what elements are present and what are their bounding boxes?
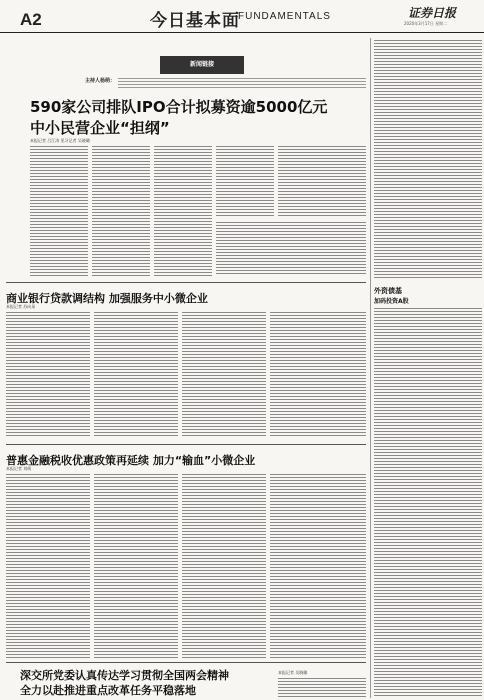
finance-body-col-2 xyxy=(94,474,178,660)
szse-headline-line2: 全力以赴推进重点改革任务平稳落地 xyxy=(20,684,196,697)
bank-body-col-1 xyxy=(6,312,90,438)
finance-byline: 本报记者 刘萌 xyxy=(6,466,32,471)
bank-headline: 商业银行贷款调结构 加强服务中小微企业 xyxy=(6,292,208,305)
side-article-title: 外资债基 xyxy=(374,287,402,295)
section-title-en: FUNDAMENTALS xyxy=(238,11,331,22)
side-article-body xyxy=(374,308,482,696)
bank-body-col-4 xyxy=(270,312,366,438)
host-label: 主持人杨萌： xyxy=(85,78,116,84)
lead-body-bottom xyxy=(216,222,366,276)
bank-byline: 本报记者 苏向杲 xyxy=(6,304,36,309)
section-rule xyxy=(6,282,366,283)
szse-body xyxy=(278,678,366,698)
bank-body-col-3 xyxy=(182,312,266,438)
page-number: A2 xyxy=(20,10,42,29)
lead-body-col-3 xyxy=(154,146,212,276)
section-rule xyxy=(6,444,366,445)
right-column-text xyxy=(374,40,482,280)
newspaper-logo: 证券日报 xyxy=(408,6,457,20)
host-intro xyxy=(85,77,115,84)
section-title: 今日基本面 xyxy=(150,11,240,31)
bank-body-col-2 xyxy=(94,312,178,438)
szse-byline: 本报记者 吴晓璐 xyxy=(278,670,308,675)
lead-headline-line1: 590家公司排队IPO合计拟募资逾5000亿元 xyxy=(30,98,328,116)
szse-headline-line1: 深交所党委认真传达学习贯彻全国两会精神 xyxy=(20,669,229,682)
finance-body-col-3 xyxy=(182,474,266,660)
dateline: 2020年3月17日 星期二 xyxy=(404,21,448,26)
section-rule xyxy=(6,662,366,663)
column-divider xyxy=(370,38,371,698)
news-link-badge: 新闻链接 xyxy=(160,56,244,74)
host-intro-text xyxy=(118,78,366,90)
lead-body-col-5 xyxy=(278,146,366,216)
finance-headline: 普惠金融税收优惠政策再延续 加力“输血”小微企业 xyxy=(6,454,256,467)
finance-body-col-1 xyxy=(6,474,90,660)
side-article-subtitle: 加码投资A股 xyxy=(374,298,409,305)
lead-body-col-4 xyxy=(216,146,274,216)
lead-byline: 本报记者 吕江涛 见习记者 吴晓璐 xyxy=(30,138,90,143)
lead-body-col-1 xyxy=(30,146,88,276)
lead-body-col-2 xyxy=(92,146,150,276)
lead-headline-line2: 中小民营企业“担纲” xyxy=(30,119,170,137)
finance-body-col-4 xyxy=(270,474,366,660)
